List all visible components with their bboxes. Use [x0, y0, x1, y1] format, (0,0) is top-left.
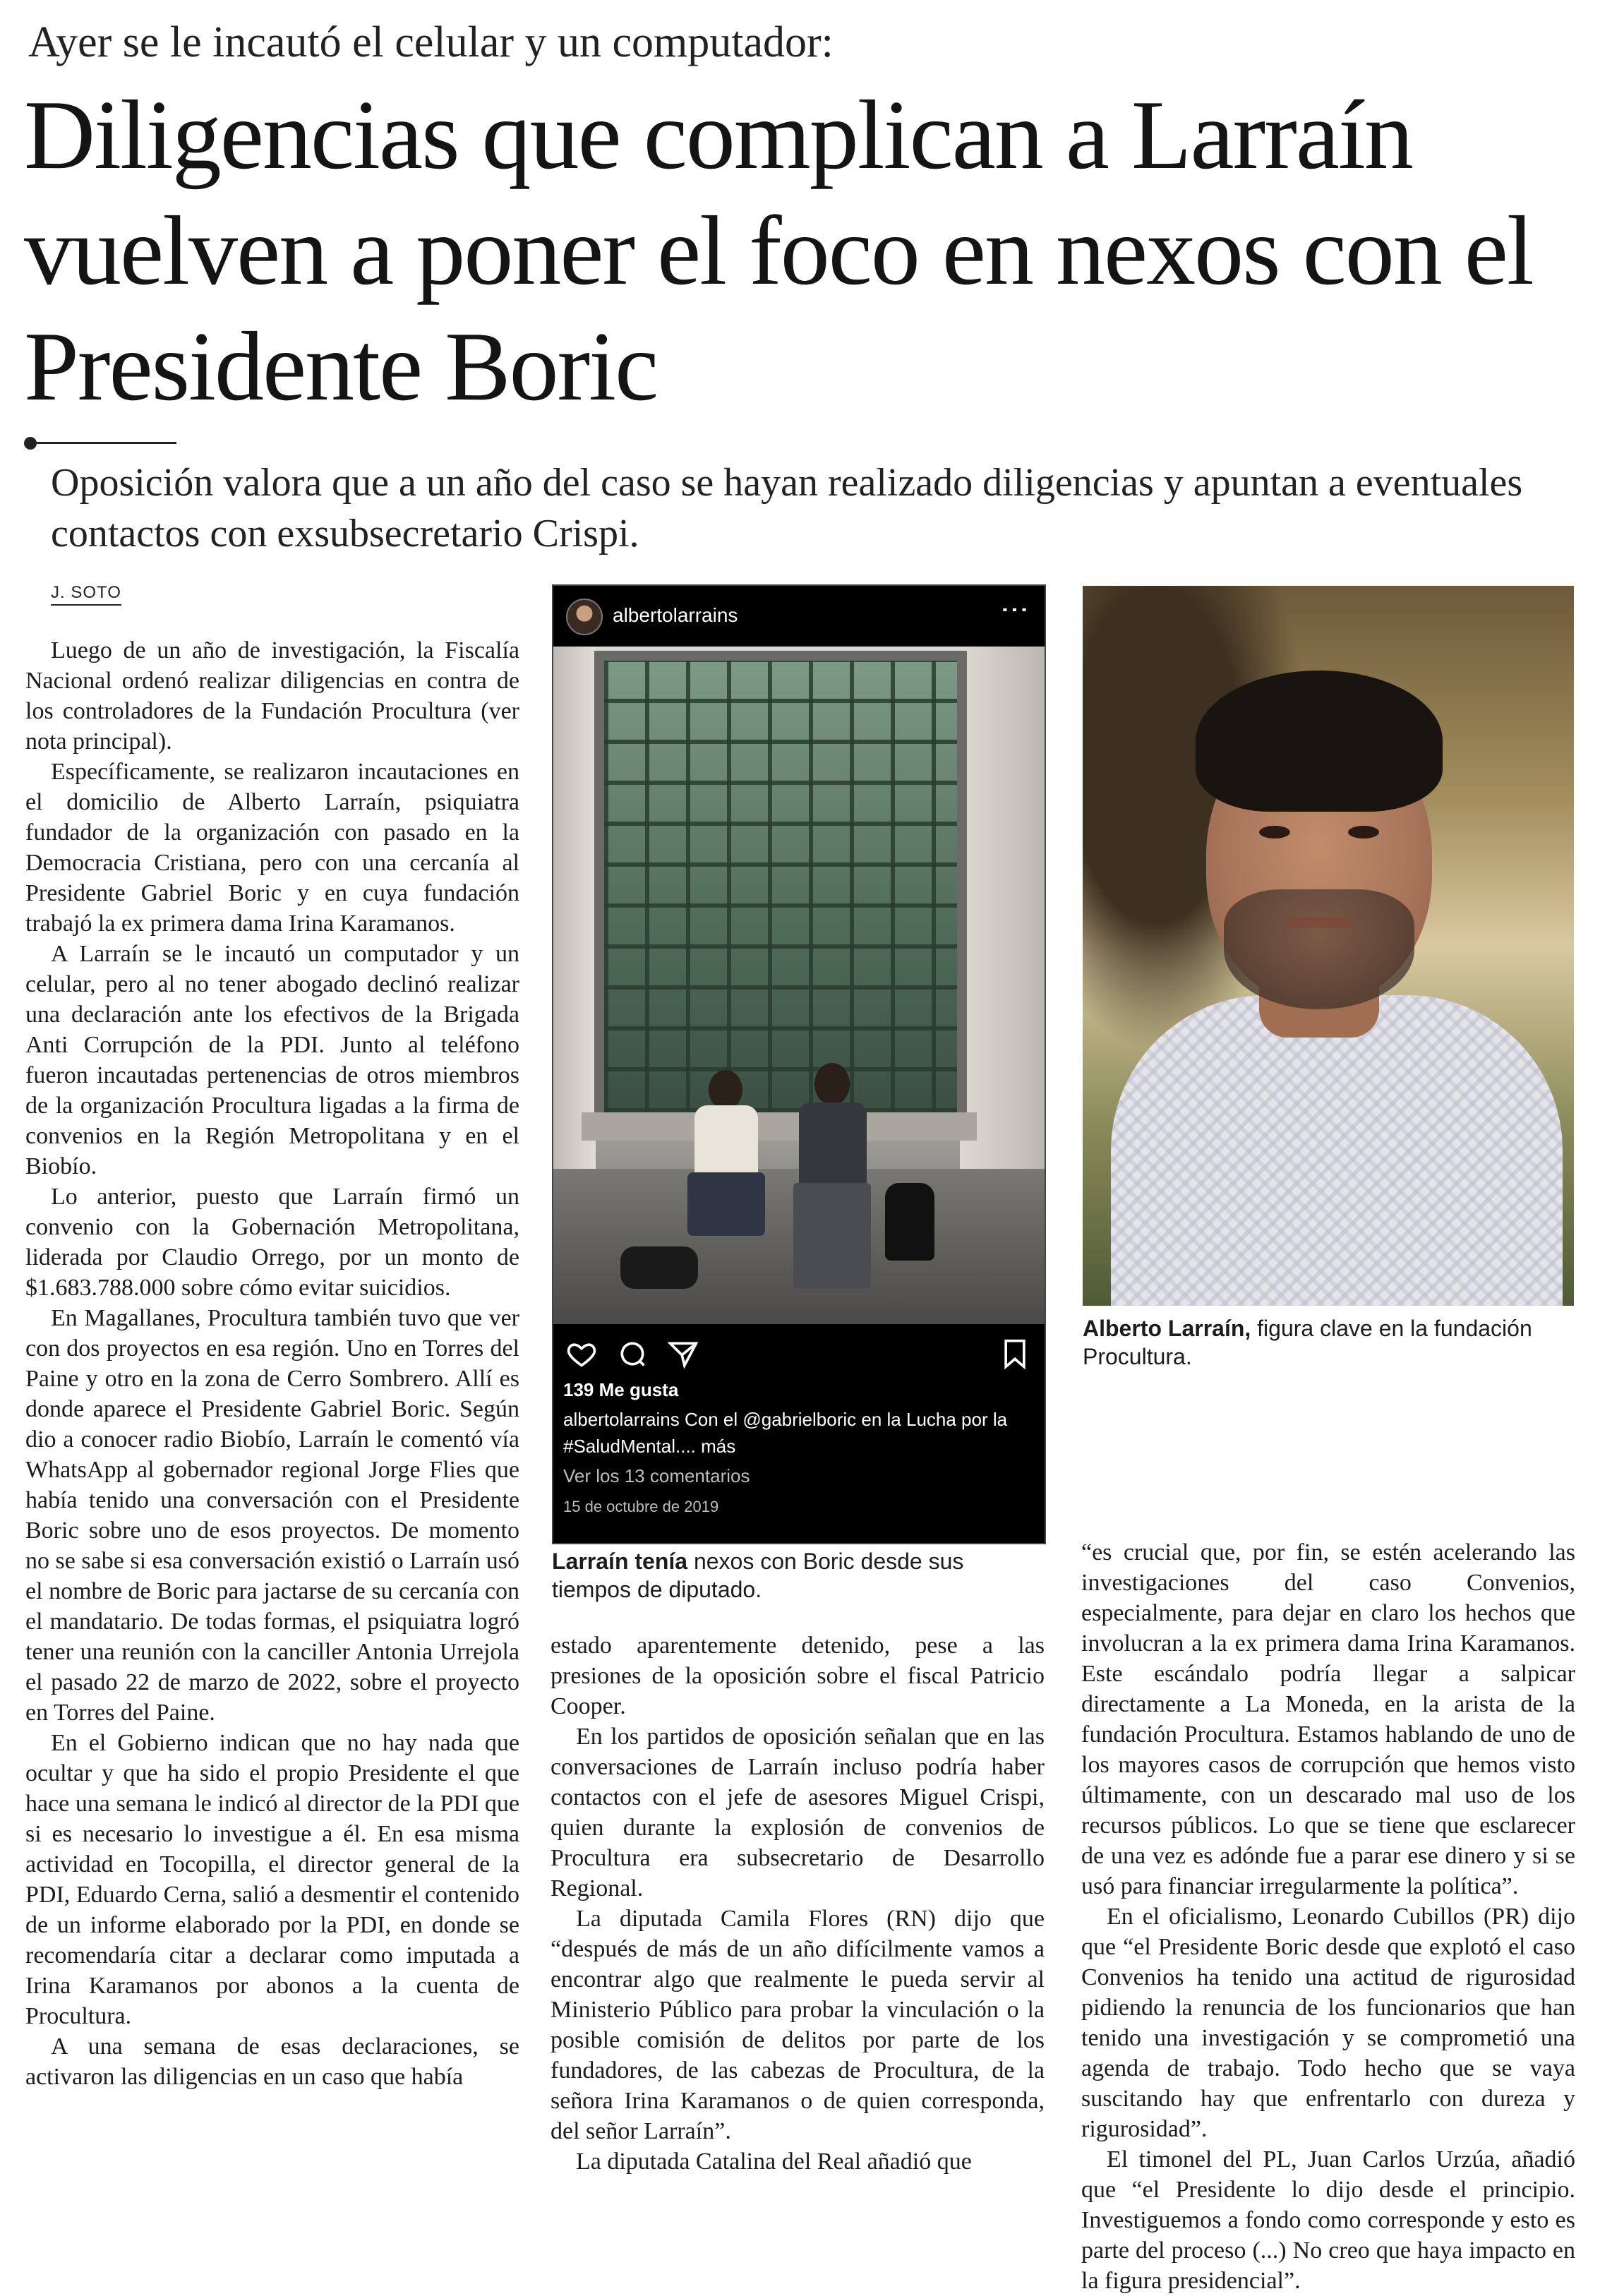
portrait-photo: [1083, 586, 1574, 1306]
instagram-image: [553, 647, 1045, 1324]
body-column-2: [551, 1630, 1045, 2177]
more-options-icon: ⋮: [999, 596, 1030, 621]
paragraph: Luego de un año de investigación, la Fiscalía Nacional ordenó realizar diligencias en contra de los controladores de la Fundación Procultura (ver nota principal).: [25, 637, 519, 755]
post-date: 15 de octubre de 2019: [563, 1498, 719, 1515]
paragraph: Específicamente, se realizaron incautaciones en el domicilio de Alberto Larraín, psiquiatra fundador de la organización con pasado en la Democracia Cristiana, pero con una cercanía al Presidente Gabriel Boric y en cuya fundación trabajó la ex primera dama Irina Karamanos.: [25, 759, 519, 937]
person-seated: [687, 1070, 765, 1232]
instagram-action-bar: [566, 1338, 1032, 1376]
paragraph: La diputada Catalina del Real añadió que: [576, 2148, 972, 2175]
comments-link: Ver los 13 comentarios: [563, 1465, 750, 1486]
paragraph: A una semana de esas declaraciones, se activaron las diligencias en un caso que había: [25, 2033, 519, 2090]
caption-text: Con el @gabrielboric en la Lucha por la #SaludMental.... más: [563, 1409, 1008, 1457]
hair: [1196, 671, 1443, 812]
instagram-post-header: [553, 586, 1045, 647]
headline: Diligencias que complican a Larraín vuelven a poner el foco en nexos con el Presidente Boric: [24, 80, 1533, 421]
instagram-username: albertolarrains: [613, 604, 738, 626]
photo-caption-instagram: [552, 1547, 1046, 1604]
caption-text: figura clave en la fundación Procultura.: [1083, 1316, 1532, 1369]
backpack: [885, 1183, 934, 1261]
caption-username: albertolarrains: [563, 1409, 680, 1430]
person-standing: [786, 1063, 878, 1296]
caption-text: nexos con Boric desde sus tiempos de diputado.: [552, 1549, 964, 1602]
window-grille: [594, 651, 967, 1122]
caption-lead: Larraín tenía: [552, 1549, 688, 1574]
shirt: [1111, 995, 1563, 1306]
paragraph: estado aparentemente detenido, pese a las presiones de la oposición sobre el fiscal Patricio Cooper.: [551, 1633, 1045, 1719]
paragraph: En los partidos de oposición señalan que en las conversaciones de Larraín incluso podría haber contactos con el jefe de asesores Miguel Crispi, quien durante la explosión de convenios de Procultura era subsecretario de Desarrollo Regional.: [551, 1724, 1045, 1901]
paragraph: Lo anterior, puesto que Larraín firmó un convenio con la Gobernación Metropolitana, liderada por Claudio Orrego, por un monto de $1.683.788.000 sobre cómo evitar suicidios.: [25, 1184, 519, 1301]
kicker: Ayer se le incautó el celular y un computador:: [28, 18, 834, 66]
paragraph: La diputada Camila Flores (RN) dijo que “después de más de un año difícilmente vamos a encontrar algo que realmente le pueda servir al Ministerio Público para probar la vinculación o la posible comisión de delitos por parte de los fundadores, de las cabezas de Procultura, de la señora Irina Karamanos o de quien corresponda, del señor Larraín”.: [551, 1906, 1045, 2144]
avatar: [566, 599, 603, 635]
deck: Oposición valora que a un año del caso se hayan realizado diligencias y apuntan a eventuales contactos con exsubsecretario Crispi.: [51, 461, 1523, 555]
instagram-post-photo: [552, 584, 1046, 1544]
body-column-1: [25, 635, 519, 2092]
paragraph: En el Gobierno indican que no hay nada que ocultar y que ha sido el propio Presidente el que hace una semana le indicó al director de la PDI que si es necesario lo investigue a él. En esa misma actividad en Tocopilla, el director general de la PDI, Eduardo Cerna, salió a desmentir el contenido de un informe elaborado por la PDI, en donde se recomendaría citar a declarar como imputada a Irina Karamanos por abonos a la cuenta de Procultura.: [25, 1730, 519, 2029]
body-column-3: [1081, 1537, 1575, 2296]
heart-icon: [566, 1338, 597, 1378]
bookmark-icon: [1001, 1338, 1029, 1378]
paragraph: A Larraín se le incautó un computador y un celular, pero al no tener abogado declinó realizar una declaración ante los efectivos de la Brigada Anti Corrupción de la PDI. Junto al teléfono fueron incautadas pertenencias de otros miembros de la organización Procultura ligadas a la firma de convenios en la Región Metropolitana y en el Biobío.: [25, 941, 519, 1179]
photo-caption-portrait: [1083, 1314, 1577, 1371]
deck-rule: [28, 442, 176, 444]
paragraph: El timonel del PL, Juan Carlos Urzúa, añadió que “el Presidente lo dijo desde el principio. Investiguemos a fondo como corresponde y esto es parte del proceso (...) No creo que haya impacto en la figura presidencial”.: [1081, 2146, 1575, 2294]
comment-icon: [617, 1338, 648, 1378]
paragraph: En Magallanes, Procultura también tuvo que ver con dos proyectos en esa región. Uno en Torres del Paine y otro en la zona de Cerro Sombrero. Allí es donde aparece el Presidente Gabriel Boric. Según dio a conocer radio Biobío, Larraín le comentó vía WhatsApp al gobernador regional Jorge Flies que había tenido una conversación con el Presidente Boric sobre uno de esos proyectos. De momento no se sabe si esa conversación existió o Larraín usó el nombre de Boric para jactarse de su cercanía con el mandatario. De todas formas, el psiquiatra logró tener una reunión con la canciller Antonia Urrejola el pasado 22 de marzo de 2022, sobre el proyecto en Torres del Paine.: [25, 1305, 519, 1726]
paragraph: En el oficialismo, Leonardo Cubillos (PR) dijo que “el Presidente Boric desde que explotó el caso Convenios ha tenido una actitud de rigurosidad pidiendo la renuncia de los funcionarios que han tenido una investigación y se comprometió una agenda de trabajo. Todo hecho que se vaya suscitando hay que enfrentarlo con dureza y rigurosidad”.: [1081, 1904, 1575, 2142]
bag: [620, 1246, 698, 1289]
likes-count: 139 Me gusta: [563, 1379, 679, 1400]
instagram-caption: [563, 1406, 1035, 1460]
byline: J. SOTO: [51, 583, 121, 606]
deck-bullet: [24, 437, 37, 450]
caption-lead: Alberto Larraín,: [1083, 1316, 1251, 1341]
share-icon: [668, 1338, 699, 1378]
paragraph: “es crucial que, por fin, se estén acelerando las investigaciones del caso Convenios, especialmente, para dejar en claro los hechos que involucran a la ex primera dama Irina Karamanos. Este escándalo podría llegar a salpicar directamente a La Moneda, en la arista de la fundación Procultura. Estamos hablando de uno de los mayores casos de corrupción que hemos visto últimamente, con un descarado mal uso de los recursos públicos. Lo que se tiene que esclarecer de una vez es adónde fue a parar ese dinero y si se usó para financiar irregularmente la política”.: [1081, 1539, 1575, 1899]
